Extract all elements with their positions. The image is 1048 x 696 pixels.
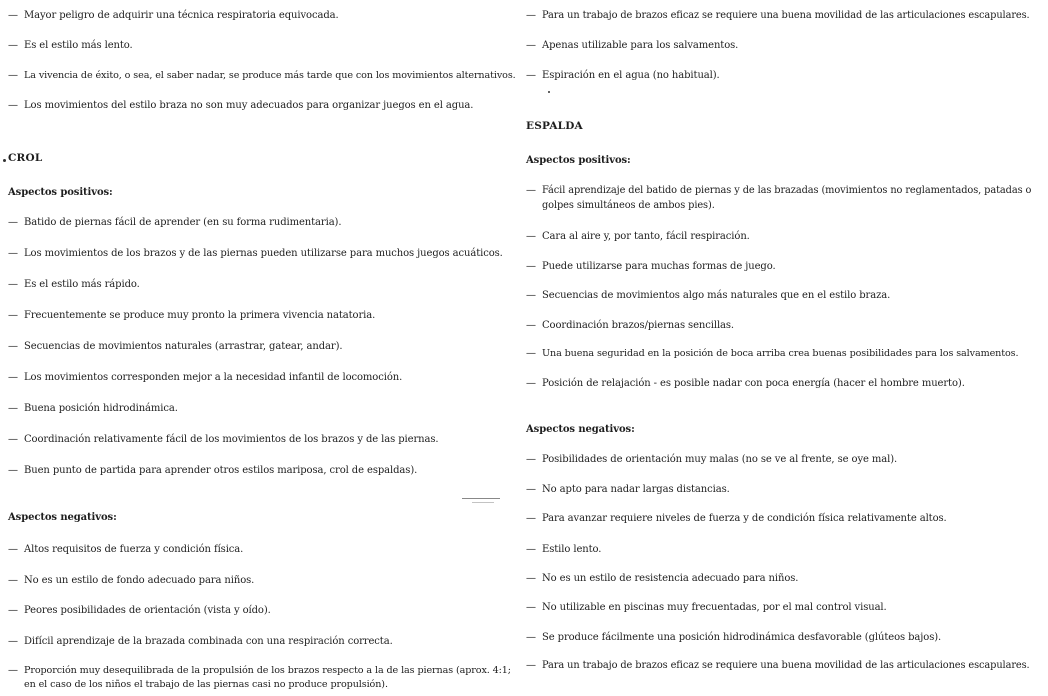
bullet-dash: — [8,100,18,111]
bullet-dash: — [8,575,18,586]
negative-aspects-title: Aspectos negativos: [526,424,635,435]
list-item: — Secuencias de movimientos algo más naturales que en el estilo braza. [526,290,891,301]
bullet-dash: — [8,40,18,51]
list-item: — No apto para nadar largas distancias. [526,484,730,495]
list-item: — Coordinación brazos/piernas sencillas. [526,320,735,331]
bullet-dash: — [526,185,536,196]
list-item: — Posición de relajación - es posible nadar con poca energía (hacer el hombre muerto). [526,378,965,389]
list-item: — Cara al aire y, por tanto, fácil respiración. [526,231,750,242]
list-item: — No es un estilo de resistencia adecuado para niños. [526,573,799,584]
bullet-dash: — [8,544,18,555]
positive-aspects-title: Aspectos positivos: [8,187,113,198]
list-item: — La vivencia de éxito, o sea, el saber nadar, se produce más tarde que con los movimientos alternativos. [8,70,516,81]
positive-aspects-title: Aspectos positivos: [526,155,631,166]
bullet-dash: — [8,248,18,259]
scan-smudge [462,498,500,499]
bullet-dash: — [526,40,536,51]
bullet-dash: — [8,279,18,290]
list-item: — Frecuentemente se produce muy pronto la primera vivencia natatoria. [8,310,376,321]
list-item: — Es el estilo más lento. [8,40,133,51]
list-item: — Espiración en el agua (no habitual). [526,70,720,81]
list-item: — No utilizable en piscinas muy frecuentadas, por el mal control visual. [526,602,887,613]
list-item: — Una buena seguridad en la posición de boca arriba crea buenas posibilidades para los salvamentos. [526,348,1019,359]
list-item: — Difícil aprendizaje de la brazada combinada con una respiración correcta. [8,636,393,647]
list-item: — Buena posición hidrodinámica. [8,403,178,414]
list-item: — Para un trabajo de brazos eficaz se requiere una buena movilidad de las articulaciones escapulares. [526,660,1030,671]
bullet-dash: — [526,484,536,495]
list-item: — Los movimientos corresponden mejor a la necesidad infantil de locomoción. [8,372,403,383]
bullet-dash: — [8,310,18,321]
bullet-dash: — [526,231,536,242]
scan-speck [3,159,6,162]
bullet-dash: — [526,602,536,613]
bullet-dash: — [526,10,536,21]
bullet-dash: — [8,217,18,228]
bullet-dash: — [8,665,18,676]
bullet-dash: — [8,341,18,352]
bullet-dash: — [526,573,536,584]
bullet-dash: — [526,290,536,301]
list-item: — Para un trabajo de brazos eficaz se requiere una buena movilidad de las articulaciones escapulares. [526,10,1030,21]
list-item: — Posibilidades de orientación muy malas (no se ve al frente, se oye mal). [526,454,898,465]
list-item: — Coordinación relativamente fácil de los movimientos de los brazos y de las piernas. [8,434,439,445]
scan-smudge [472,502,494,503]
list-item: — Secuencias de movimientos naturales (arrastrar, gatear, andar). [8,341,343,352]
bullet-dash: — [526,632,536,643]
bullet-dash: — [8,434,18,445]
list-item: — Batido de piernas fácil de aprender (en su forma rudimentaria). [8,217,342,228]
bullet-dash: — [526,261,536,272]
list-item: — Es el estilo más rápido. [8,279,140,290]
bullet-dash: — [8,10,18,21]
negative-aspects-title: Aspectos negativos: [8,512,117,523]
bullet-dash: — [8,605,18,616]
list-item: — Buen punto de partida para aprender otros estilos mariposa, crol de espaldas). [8,465,418,476]
list-item: — Se produce fácilmente una posición hidrodinámica desfavorable (glúteos bajos). [526,632,942,643]
bullet-dash: — [526,454,536,465]
scan-speck [548,91,550,93]
list-item: — Los movimientos de los brazos y de las piernas pueden utilizarse para muchos juegos acuáticos. [8,248,503,259]
bullet-dash: — [526,513,536,524]
bullet-dash: — [8,636,18,647]
list-item: — Altos requisitos de fuerza y condición física. [8,544,244,555]
bullet-dash: — [526,544,536,555]
list-item: — Para avanzar requiere niveles de fuerza y de condición física relativamente altos. [526,513,947,524]
list-item: — Estilo lento. [526,544,602,555]
section-title-espalda: ESPALDA [526,120,583,132]
bullet-dash: — [526,378,536,389]
list-item: — Peores posibilidades de orientación (vista y oído). [8,605,271,616]
bullet-dash: — [526,320,536,331]
bullet-dash: — [526,660,536,671]
list-item: — Fácil aprendizaje del batido de piernas y de las brazadas (movimientos no reglamentados, patadas o golpes simultáneos de ambos pies). [526,185,1032,211]
bullet-dash: — [8,70,18,81]
bullet-dash: — [8,403,18,414]
list-item: — Puede utilizarse para muchas formas de juego. [526,261,776,272]
list-item: — Apenas utilizable para los salvamentos. [526,40,739,51]
list-item: — Mayor peligro de adquirir una técnica respiratoria equivocada. [8,10,339,21]
bullet-dash: — [526,70,536,81]
section-title-crol: CROL [8,152,43,164]
bullet-dash: — [526,348,536,359]
bullet-dash: — [8,465,18,476]
list-item: — Los movimientos del estilo braza no son muy adecuados para organizar juegos en el agua. [8,100,474,111]
bullet-dash: — [8,372,18,383]
list-item: — Proporción muy desequilibrada de la propulsión de los brazos respecto a la de las piernas (aprox. 4:1; en el caso de los niños el trabajo de las piernas casi no produce propulsión). [8,665,511,690]
list-item: — No es un estilo de fondo adecuado para niños. [8,575,255,586]
